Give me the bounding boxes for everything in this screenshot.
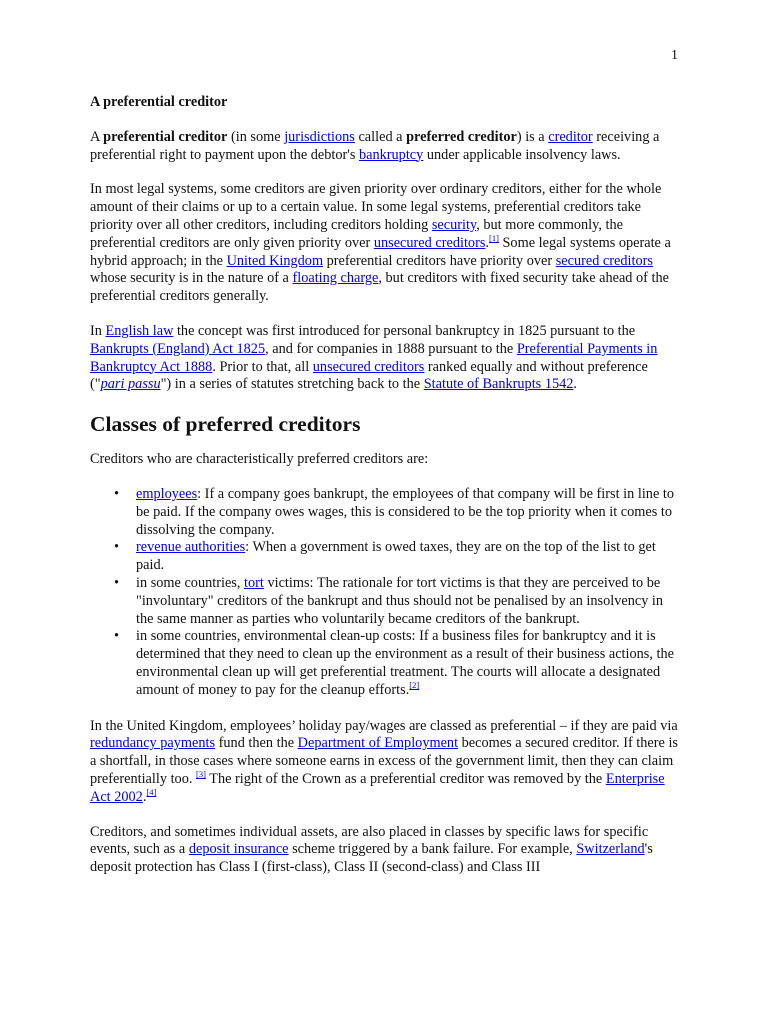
list-item: • employees: If a company goes bankrupt, the employees of that company will be first in line to be paid. If the company owes wages, this is considered to be the top priority when it comes to dissolving the company.: [136, 486, 678, 539]
bold-term: preferential creditor: [103, 128, 228, 145]
footnote-ref-2[interactable]: [2]: [409, 679, 420, 690]
link-creditor[interactable]: creditor: [548, 128, 593, 145]
link-united-kingdom[interactable]: United Kingdom: [226, 252, 324, 269]
preferred-creditors-list: [90, 486, 678, 700]
bold-term: preferred creditor: [406, 128, 517, 145]
link-unsecured-creditors[interactable]: unsecured creditors: [312, 358, 425, 375]
list-intro: Creditors who are characteristically preferred creditors are:: [90, 451, 429, 468]
link-jurisdictions[interactable]: jurisdictions: [284, 128, 355, 145]
paragraph-english-law: In English law the concept was first introduced for personal bankruptcy in 1825 pursuant to the Bankrupts (England) Act 1825, and for companies in 1888 pursuant to the Preferential Payments in Bankruptcy Act 1888. Prior to that, all unsecured creditors ranked equally and without preference ("pari passu") in a series of statutes stretching back to the Statute of Bankrupts 1542.: [90, 322, 658, 393]
link-department-of-employment[interactable]: Department of Employment: [297, 735, 459, 752]
document-body: [90, 94, 678, 894]
list-item: • revenue authorities: When a government is owed taxes, they are on the top of the list to get paid.: [136, 539, 678, 575]
link-preferential-payments-act-1888[interactable]: Preferential Payments in Bankruptcy Act 1888: [90, 340, 658, 375]
link-floating-charge[interactable]: floating charge: [292, 270, 379, 287]
paragraph-classes: Creditors, and sometimes individual assets, are also placed in classes by specific laws for specific events, such as a deposit insurance scheme triggered by a bank failure. For example, Switzerland's deposit protection has Class I (first-class), Class II (second-class) and Class III: [90, 823, 653, 876]
link-switzerland[interactable]: Switzerland: [576, 841, 645, 858]
link-employees[interactable]: employees: [136, 485, 198, 502]
link-statute-of-bankrupts-1542[interactable]: Statute of Bankrupts 1542: [423, 376, 574, 393]
footnote-ref-3[interactable]: [3]: [196, 768, 206, 779]
link-secured-creditors[interactable]: secured creditors: [555, 252, 653, 269]
paragraph-uk-employees: In the United Kingdom, employees’ holiday pay/wages are classed as preferential – if they are paid via redundancy payments fund then the Department of Employment becomes a secured creditor. If there is a shortfall, in those cases where someone earns in excess of the government limit, then they can claim preferentially too. [3] The right of the Crown as a preferential creditor was removed by the Enterprise Act 2002.[4]: [90, 717, 678, 805]
section-heading: Classes of preferred creditors: [90, 412, 361, 437]
link-bankrupts-act-1825[interactable]: Bankrupts (England) Act 1825: [90, 340, 266, 357]
link-unsecured-creditors[interactable]: unsecured creditors: [373, 234, 486, 251]
link-pari-passu[interactable]: pari passu: [100, 376, 161, 393]
link-redundancy-payments[interactable]: redundancy payments: [90, 735, 216, 752]
link-revenue-authorities[interactable]: revenue authorities: [136, 539, 246, 556]
list-item: • in some countries, environmental clean-up costs: If a business files for bankruptcy and it is determined that they need to clean up the environment as a result of their business actions, the environmental clean up will get preferential treatment. The courts will allocate a designated amount of money to pay for the cleanup efforts.[2]: [136, 628, 678, 699]
link-enterprise-act-2002[interactable]: Enterprise Act 2002: [90, 770, 665, 805]
paragraph-definition: A preferential creditor (in some jurisdictions called a preferred creditor) is a creditor receiving a preferential right to payment upon the debtor's bankruptcy under applicable insolvency laws.: [90, 128, 660, 163]
link-tort[interactable]: tort: [244, 574, 264, 591]
link-bankruptcy[interactable]: bankruptcy: [358, 146, 424, 163]
paragraph-priority: In most legal systems, some creditors are given priority over ordinary creditors, either for the whole amount of their claims or up to a certain value. In some legal systems, preferential creditors take priority over all other creditors, including creditors holding security, but more commonly, the preferential creditors are only given priority over unsecured creditors.[1] Some legal systems operate a hybrid approach; in the United Kingdom preferential creditors have priority over secured creditors whose security is in the nature of a floating charge, but creditors with fixed security take ahead of the preferential creditors generally.: [90, 181, 671, 305]
footnote-ref-4[interactable]: [4]: [146, 786, 157, 797]
link-security[interactable]: security: [431, 216, 477, 233]
link-english-law[interactable]: English law: [105, 322, 174, 339]
page-number: 1: [671, 48, 678, 63]
list-item: • in some countries, tort victims: The rationale for tort victims is that they are perceived to be "involuntary" creditors of the bankrupt and thus should not be penalised by an insolvency in the same manner as parties who voluntarily became creditors of the bankrupt.: [136, 575, 678, 628]
link-deposit-insurance[interactable]: deposit insurance: [188, 841, 289, 858]
document-title: A preferential creditor: [90, 94, 228, 110]
footnote-ref-1[interactable]: [1]: [488, 232, 499, 243]
